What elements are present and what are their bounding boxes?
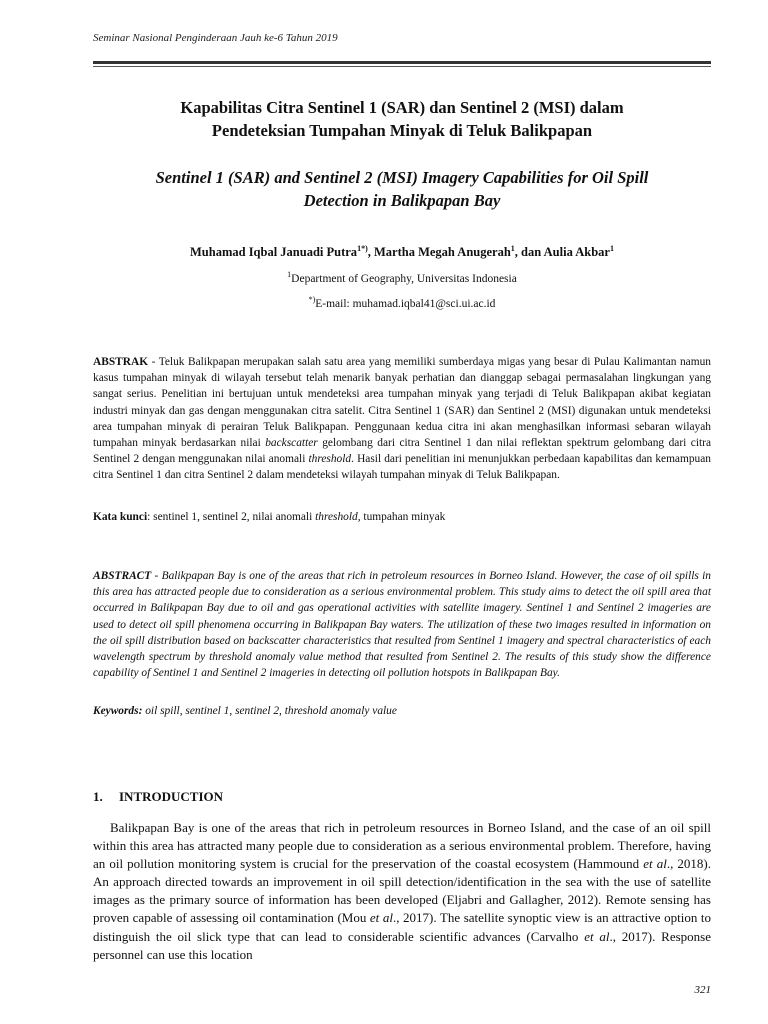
author-2-name: Martha Megah Anugerah	[373, 245, 511, 259]
abstrak-text: gelombang dari citra Sentinel 1 dan nilai reflektan spektrum gelombang dari citra Sentinel 2 dengan menggunakan nilai anomali	[93, 437, 711, 466]
affiliation-marker: 1	[287, 270, 292, 280]
affiliation-text: Department of Geography, Universitas Indonesia	[291, 273, 517, 285]
kata-kunci-label: Kata kunci	[93, 511, 148, 523]
abstract-paragraph	[93, 568, 711, 681]
abstrak-text: - Teluk Balikpapan merupakan salah satu area yang memiliki sumberdaya migas yang besar di Pulau Kalimantan namun kasus tumpahan minyak di wilayah tersebut telah menarik banyak perhatian dan dianggap sebagai permasalahan lingkungan yang sangat serius. Penelitian ini bertujuan untuk mendeteksi area tumpahan minyak yang terjadi di Teluk Balikpapan akibat kegiatan industri minyak dan gas dengan menggunakan citra satelit. Citra Sentinel 1 (SAR) dan Sentinel 2 (MSI) digunakan untuk mendeteksi area tumpahan minyak di perairan Teluk Balikpapan. Penggunaan kedua citra ini akan menghasilkan informasi sebaran wilayah tumpahan minyak berdasarkan nilai	[93, 356, 711, 450]
title-english	[93, 166, 711, 212]
author-1-name: Muhamad Iqbal Januadi Putra	[190, 245, 358, 259]
title-indonesian-line-2: Pendeteksian Tumpahan Minyak di Teluk Balikpapan	[211, 121, 593, 140]
kata-kunci-text: : sentinel 1, sentinel 2, nilai anomali	[147, 511, 316, 523]
keywords	[93, 703, 711, 719]
abstract-label: ABSTRACT	[93, 570, 152, 582]
intro-text: Balikpapan Bay is one of the areas that rich in petroleum resources in Borneo Island, and the case of an oil spill within this area has attracted many people due to consideration as a serious environmental problem. Therefore, having an oil pollution monitoring system is crucial for the preservation of the coastal ecosystem (Hammound	[93, 820, 711, 872]
title-indonesian	[93, 96, 711, 142]
kata-kunci-text: tumpahan minyak	[360, 511, 446, 523]
kata-kunci-term: threshold,	[315, 511, 361, 523]
affiliation	[93, 270, 711, 285]
author-2-affil-marker: 1	[510, 243, 515, 253]
abstrak-label: ABSTRAK	[93, 356, 149, 368]
title-english-line-2: Detection in Balikpapan Bay	[303, 191, 501, 210]
corresponding-email	[93, 295, 711, 310]
email-marker: *)	[308, 295, 316, 305]
intro-text: ., 2018). An approach directed towards an improvement in oil spill detection/identification in the sea with the use of satellite images as the primary source of information has been developed (Eljabri and Gallagher, 2012). Remote sensing has proven capable of assessing oil contamination (Mou	[93, 856, 711, 926]
intro-text: ., 2017). Response personnel can use this location	[93, 928, 711, 962]
header-rule-thick	[93, 61, 711, 64]
email-text: E-mail: muhamad.iqbal41@sci.ui.ac.id	[315, 298, 496, 310]
introduction-paragraph	[93, 819, 711, 964]
keywords-label: Keywords:	[93, 705, 143, 717]
intro-citation-etal: et al	[369, 910, 393, 926]
kata-kunci	[93, 509, 711, 525]
section-heading-introduction	[93, 789, 223, 805]
intro-text: ., 2017). The satellite synoptic view is an attractive option to distinguish the oil slick type that can lead to considerable scientific advances (Carvalho	[93, 910, 711, 944]
author-separator: ,	[367, 245, 374, 259]
author-3-name: Aulia Akbar	[543, 245, 610, 259]
section-number: 1.	[93, 789, 103, 804]
author-list	[93, 245, 711, 260]
author-1-affil-marker: 1*)	[357, 243, 368, 253]
author-separator: , dan	[514, 245, 544, 259]
abstrak-paragraph	[93, 354, 711, 484]
abstrak-term: backscatter	[265, 437, 318, 450]
abstrak-text: . Hasil dari penelitian ini menunjukkan perbedaan kapabilitas dan kemampuan citra Sentinel 1 dan citra Sentinel 2 dalam mendeteksi wilayah tumpahan minyak di Teluk Balikpapan.	[93, 453, 711, 482]
section-title: INTRODUCTION	[119, 789, 224, 804]
abstract-text: - Balikpapan Bay is one of the areas that rich in petroleum resources in Borneo Island. However, the case of oil spills in this area has attracted people due to consideration as a serious environmental problem. This study aims to detect the oil spill area that occurred in Balikpapan Bay due to oil and gas operational activities with satellite imagery. Sentinel 1 and Sentinel 2 imageries are used to detect oil spill phenomena occurring in Balikpapan Bay waters. The utilization of these two images resulted in information on the oil spill distribution based on backscatter characteristics that resulted from Sentinel 1 imagery and spectral characteristics of each wavelength spectrum by threshold anomaly value method that resulted from Sentinel 2. The results of this study show the difference capability of Sentinel 1 and Sentinel 2 imageries in detecting oil pollution hotspots in Balikpapan Bay.	[93, 570, 711, 680]
header-rule-thin	[93, 66, 711, 67]
intro-citation-etal: et al	[584, 928, 610, 944]
abstrak-term: threshold	[308, 453, 352, 466]
page-number: 321	[694, 984, 711, 996]
keywords-text: oil spill, sentinel 1, sentinel 2, threshold anomaly value	[142, 705, 397, 717]
title-indonesian-line-1: Kapabilitas Citra Sentinel 1 (SAR) dan Sentinel 2 (MSI) dalam	[180, 98, 624, 117]
intro-citation-etal: et al	[643, 856, 667, 872]
running-header: Seminar Nasional Penginderaan Jauh ke-6 Tahun 2019	[93, 32, 338, 44]
title-english-line-1: Sentinel 1 (SAR) and Sentinel 2 (MSI) Imagery Capabilities for Oil Spill	[155, 168, 649, 187]
author-3-affil-marker: 1	[609, 243, 614, 253]
